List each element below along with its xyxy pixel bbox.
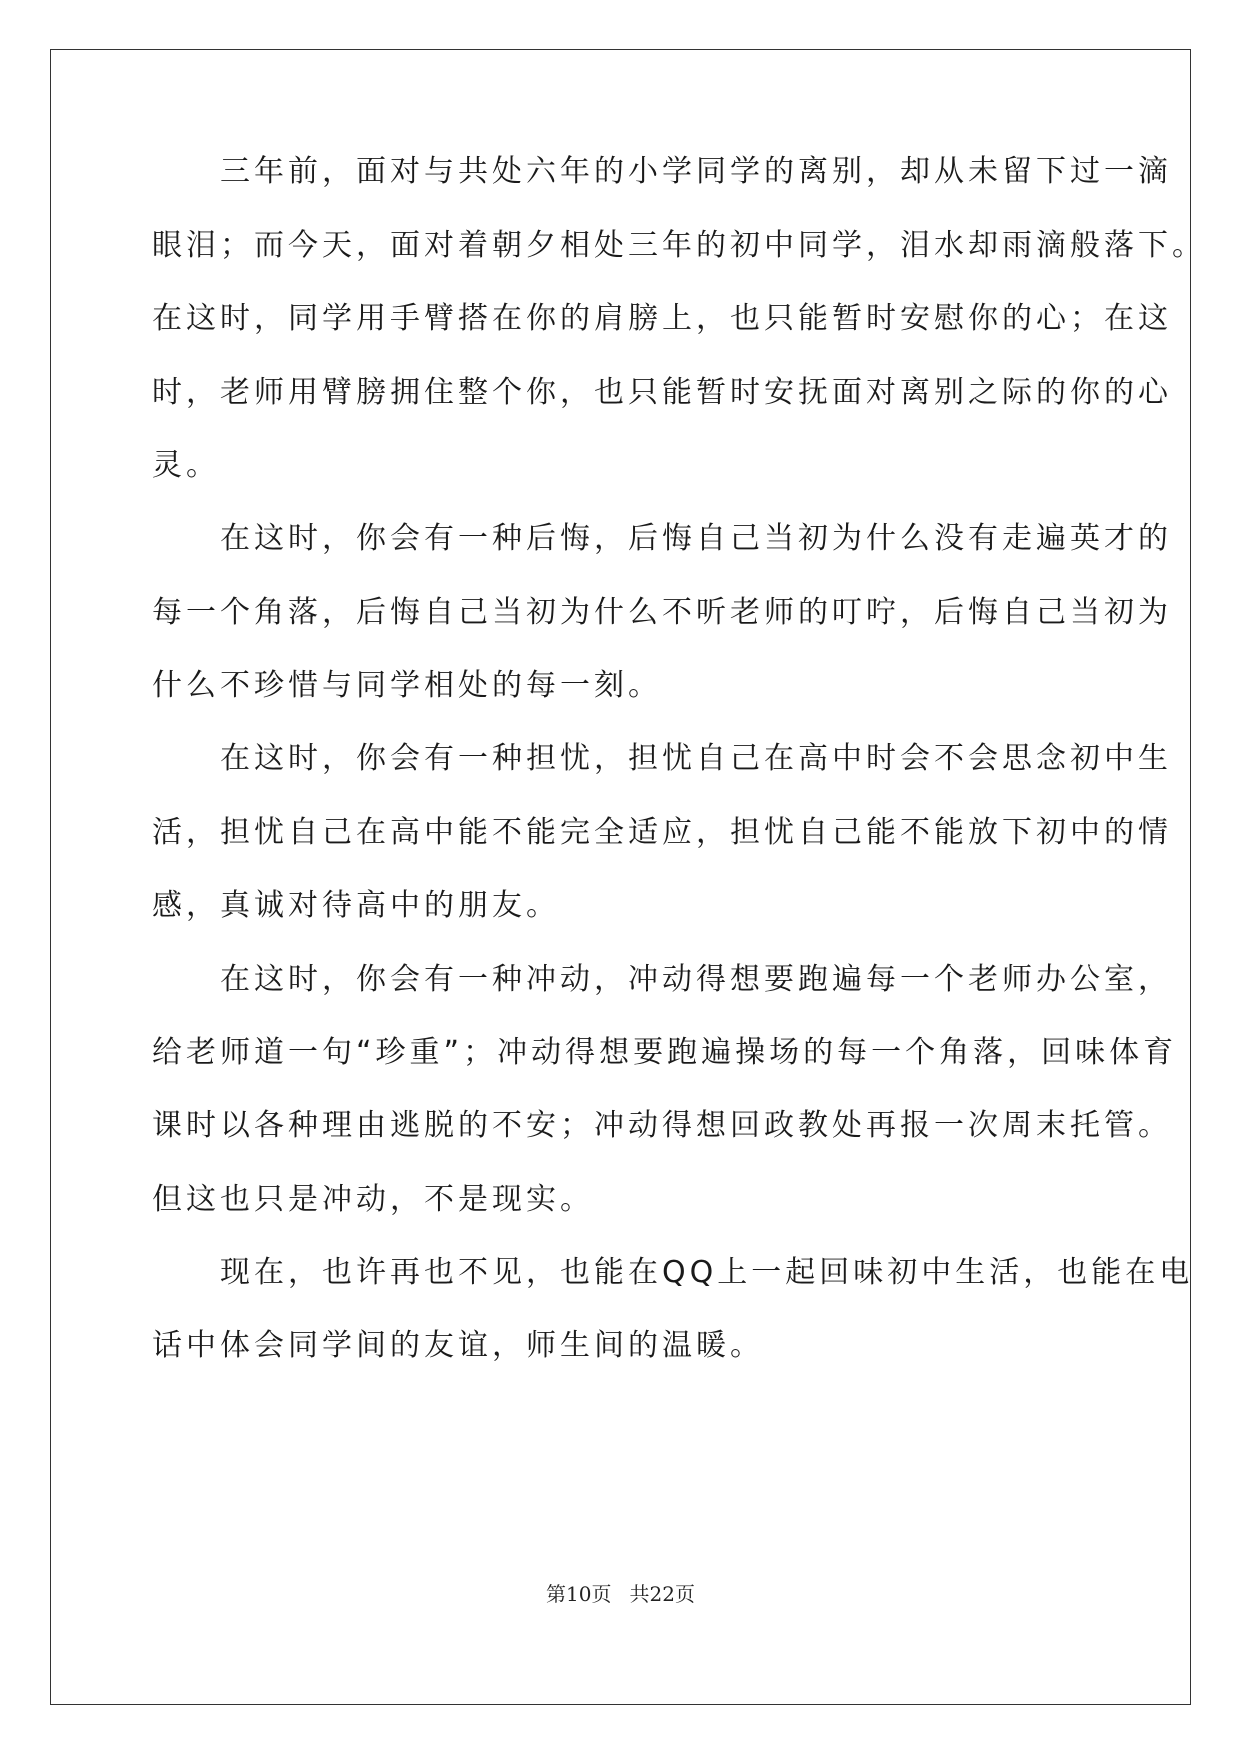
- text-line: 给老师道一句“珍重”；冲动得想要跑遍操场的每一个角落，回味体育: [152, 1035, 1178, 1070]
- text-line: 感，真诚对待高中的朋友。: [152, 888, 560, 923]
- text-line: 三年前，面对与共处六年的小学同学的离别，却从未留下过一滴: [152, 154, 1172, 189]
- text-line: 话中体会同学间的友谊，师生间的温暖。: [152, 1328, 764, 1363]
- text-line: 但这也只是冲动，不是现实。: [152, 1182, 594, 1217]
- text-line: 在这时，同学用手臂搭在你的肩膀上，也只能暂时安慰你的心；在这: [152, 301, 1172, 336]
- page-border: [50, 49, 1194, 1705]
- text-line: 眼泪；而今天，面对着朝夕相处三年的初中同学，泪水却雨滴般落下。: [152, 228, 1206, 263]
- text-line: 课时以各种理由逃脱的不安；冲动得想回政教处再报一次周末托管。: [152, 1108, 1172, 1143]
- text-line: 灵。: [152, 448, 220, 483]
- text-line: 在这时，你会有一种担忧，担忧自己在高中时会不会思念初中生: [152, 741, 1172, 776]
- text-line: 时，老师用臂膀拥住整个你，也只能暂时安抚面对离别之际的你的心: [152, 375, 1172, 410]
- page-number: 第10页: [546, 1582, 612, 1606]
- page-total: 共22页: [629, 1582, 695, 1606]
- text-line: 每一个角落，后悔自己当初为什么不听老师的叮咛，后悔自己当初为: [152, 595, 1172, 630]
- page-footer: [0, 1582, 1241, 1606]
- text-line: 现在，也许再也不见，也能在QQ上一起回味初中生活，也能在电: [152, 1255, 1194, 1290]
- text-line: 什么不珍惜与同学相处的每一刻。: [152, 668, 662, 703]
- text-line: 在这时，你会有一种后悔，后悔自己当初为什么没有走遍英才的: [152, 521, 1172, 556]
- text-line: 活，担忧自己在高中能不能完全适应，担忧自己能不能放下初中的情: [152, 815, 1172, 850]
- text-line: 在这时，你会有一种冲动，冲动得想要跑遍每一个老师办公室，: [152, 962, 1172, 997]
